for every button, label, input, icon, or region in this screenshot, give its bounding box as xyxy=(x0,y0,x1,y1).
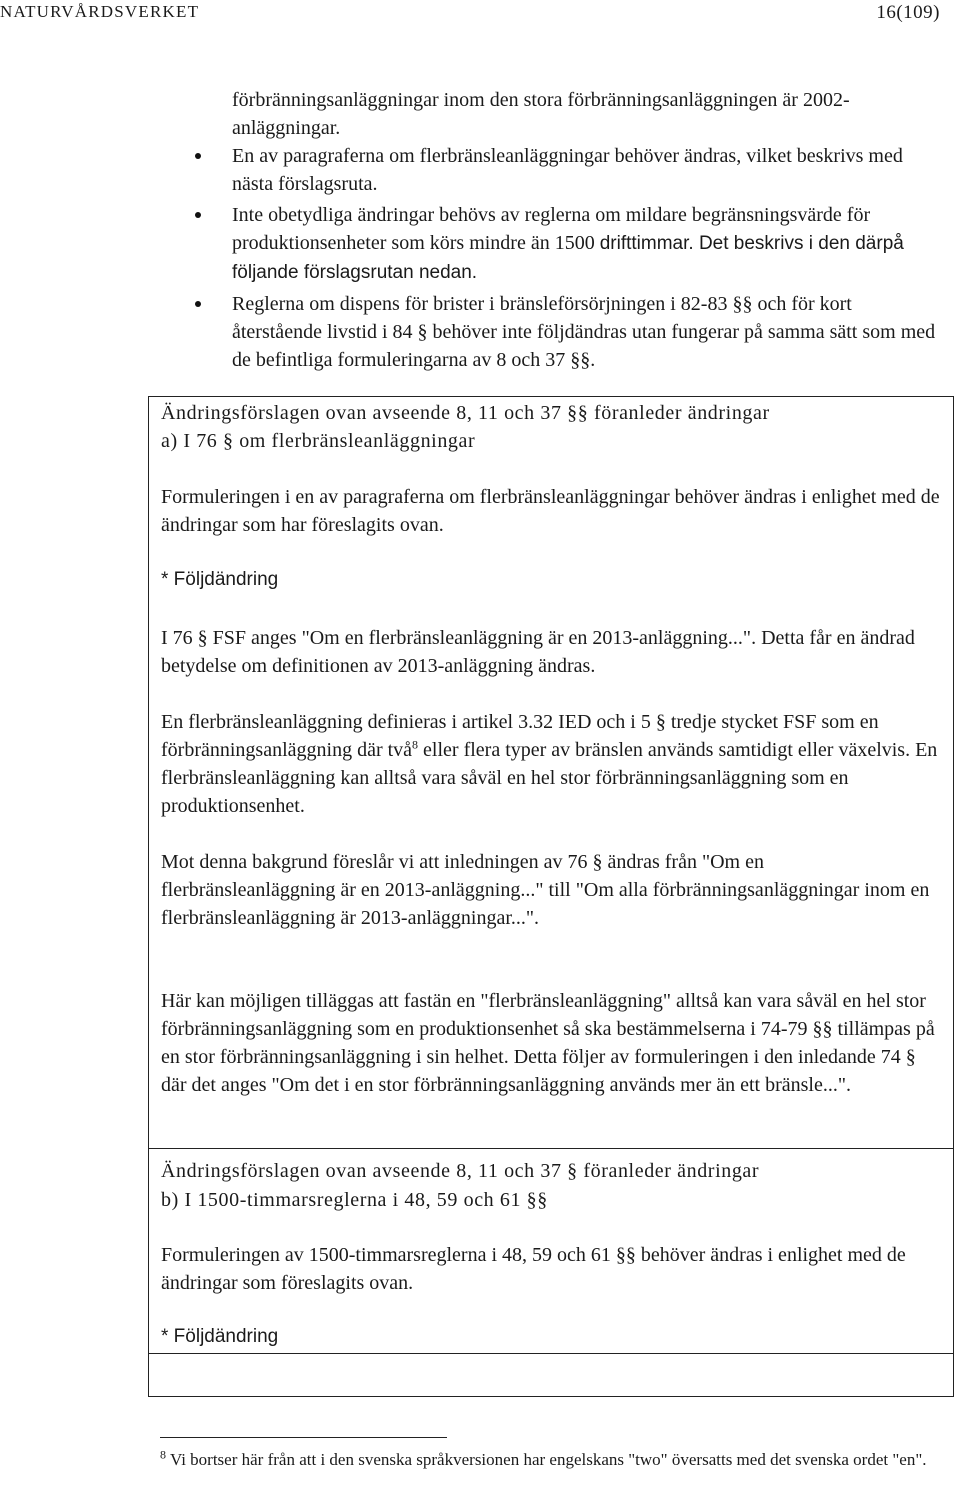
bullet-item xyxy=(232,201,944,287)
bullet-text-continued: drifttimmar. Det beskrivs i den därpå följande förslagsrutan nedan. xyxy=(232,233,904,283)
paragraph: Här kan möjligen tilläggas att fastän en "flerbränsleanläggning" alltså kan vara såväl en hel stor förbränningsanläggning som en produktionsenhet så ska bestämmelserna i 74-79 §§ tillämpas på en stor förbränningsanläggning i sin helhet. Detta följer av formuleringen i den inledande 74 § där det anges "Om det i en stor förbränningsanläggning används mer än ett bränsle...". xyxy=(161,990,935,1096)
bullet-icon xyxy=(195,212,201,218)
proposal-box-b xyxy=(148,1148,954,1354)
organization-name: NATURVÅRDSVERKET xyxy=(0,2,200,21)
paragraph: I 76 § FSF anges "Om en flerbränsleanläggning är en 2013-anläggning...". Detta får en ändrad betydelse om definitionen av 2013-anläggning ändras. xyxy=(161,627,915,677)
footnote-number: 8 xyxy=(160,1447,166,1462)
footnote-text: Vi bortser här från att i den svenska språkversionen har engelskans "two" översatts med det svenska ordet "en". xyxy=(166,1450,927,1469)
footnote-ref: 8 xyxy=(412,737,419,752)
intro-text: förbränningsanläggningar inom den stora förbränningsanläggningen är 2002-anläggningar. xyxy=(232,89,850,139)
footnote xyxy=(160,1448,930,1472)
bullet-icon xyxy=(195,153,201,159)
followup-label: * Följdändring xyxy=(161,569,279,590)
formulation-text: Formuleringen i en av paragraferna om flerbränsleanläggningar behöver ändras i enlighet med de ändringar som har föreslagits ovan. xyxy=(161,486,940,536)
paragraph-text-continued: eller flera typer av bränslen används samtidigt eller växelvis. En flerbränsleanläggning kan alltså vara såväl en hel stor förbränningsanläggning som en produktionsenhet. xyxy=(161,739,938,817)
bullet-list xyxy=(232,142,944,377)
paragraph: Mot denna bakgrund föreslår vi att inledningen av 76 § ändras från "Om en flerbränsleanläggning är en 2013-anläggning..." till "Om alla förbränningsanläggningar inom en flerbränsleanläggning är 2013-anläggningar...". xyxy=(161,851,930,929)
footnote-divider xyxy=(160,1437,447,1438)
proposal-subheading: a) I 76 § om flerbränsleanläggningar xyxy=(161,430,476,452)
followup-label: * Följdändring xyxy=(161,1326,279,1347)
paragraph xyxy=(161,708,941,820)
bullet-text: Reglerna om dispens för brister i bränsleförsörjningen i 82-83 §§ och för kort återstående livstid i 84 § behöver inte följdändras utan fungerar på samma sätt som med de befintliga formuleringarna av 8 och 37 §§. xyxy=(232,293,936,371)
page-number: 16(109) xyxy=(876,2,940,23)
paragraph-text: En flerbränsleanläggning definieras i artikel 3.32 IED och i 5 § tredje stycket FSF som en förbränningsanläggning där två xyxy=(161,711,879,761)
bullet-text: En av paragraferna om flerbränsleanläggningar behöver ändras, vilket beskrivs med nästa förslagsruta. xyxy=(232,145,903,195)
bullet-text: Inte obetydliga ändringar behövs av reglerna om mildare begränsningsvärde för produktionsenheter som körs mindre än 1500 xyxy=(232,204,871,254)
proposal-heading: Ändringsförslagen ovan avseende 8, 11 och 37 § föranleder ändringar xyxy=(161,1160,760,1182)
proposal-subheading: b) I 1500-timmarsreglerna i 48, 59 och 61 §§ xyxy=(161,1189,548,1211)
bullet-item xyxy=(232,142,944,198)
proposal-heading: Ändringsförslagen ovan avseende 8, 11 och 37 §§ föranleder ändringar xyxy=(161,402,770,424)
formulation-text: Formuleringen av 1500-timmarsreglerna i 48, 59 och 61 §§ behöver ändras i enlighet med de ändringar som föreslagits ovan. xyxy=(161,1244,906,1294)
bullet-item xyxy=(232,290,944,374)
bullet-icon xyxy=(195,301,201,307)
